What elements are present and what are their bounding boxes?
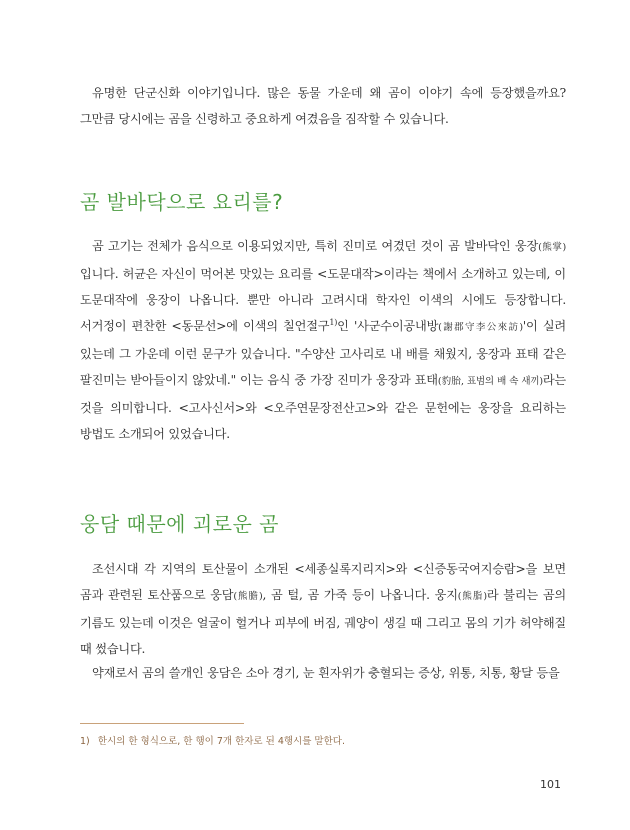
bear-paw-text-1: 곰 고기는 전체가 음식으로 이용되었지만, 특히 진미로 여겼던 것이 곰 발바닥인 웅장 xyxy=(92,239,539,253)
bear-paw-paragraph xyxy=(80,233,566,447)
section-heading-bear-paw: 곰 발바닥으로 요리를? xyxy=(80,190,284,214)
footnote-number: 1) xyxy=(80,736,90,747)
footnote-text: 한시의 한 형식으로, 한 행이 7개 한자로 된 4행시를 말한다. xyxy=(97,736,345,747)
bear-paw-text-5: 라는 것을 의미합니다. <고사신서>와 <오주연문장전산고>와 같은 문헌에는 웅장을 요리하는 방법도 소개되어 있었습니다. xyxy=(80,373,566,441)
bear-bile-paragraph-2 xyxy=(80,660,566,686)
intro-paragraph xyxy=(80,80,566,132)
bear-bile-text-1: 조선시대 각 지역의 토산물이 소개된 <세종실록지리지>와 <신증동국여지승람>을 보면 곰과 관련된 토산품으로 웅담 xyxy=(80,562,566,602)
bear-paw-text-2: 입니다. 허균은 자신이 먹어본 맛있는 요리를 <도문대작>이라는 책에서 소개하고 있는데, 이 도문대작에 웅장이 나옵니다. 뿐만 아니라 고려시대 학자인 이색의 시에도 등장합니다. 서거정이 편찬한 <동문선>에 이색의 칠언절구 xyxy=(80,267,566,333)
hanja-ungjang: (熊掌) xyxy=(538,242,566,253)
footnote xyxy=(80,733,345,747)
bear-paw-text-3: 인 '사군수이공내방 xyxy=(337,319,439,333)
section-heading-bear-bile: 웅담 때문에 괴로운 곰 xyxy=(80,512,279,536)
hanja-pyotae: (豹胎, 표범의 배 속 새끼) xyxy=(437,376,543,387)
page-number: 101 xyxy=(540,778,561,791)
hanja-ungdam: (熊膽) xyxy=(233,591,263,602)
bear-bile-text-3: 라 불리는 곰의 기름도 있는데 이것은 얼굴이 헐거나 피부에 버짐, 궤양이 생길 때 그리고 몸의 기가 허약해질 때 썼습니다. xyxy=(80,588,566,656)
footnote-marker[interactable]: 1) xyxy=(329,317,338,327)
bear-bile-paragraph-1 xyxy=(80,556,566,662)
hanja-ungji: (熊脂) xyxy=(457,591,487,602)
bear-bile-text-2: , 곰 털, 곰 가죽 등이 나옵니다. 웅지 xyxy=(262,588,458,602)
hanja-poem-title: (謝郡守李公來訪) xyxy=(438,322,523,333)
bear-paw-text-4: '이 실려 있는데 그 가운데 이런 문구가 있습니다. "수양산 고사리로 내 배를 채웠지, 웅장과 표태 같은 팔진미는 받아들이지 않았네." 이는 음식 중 가장 진미가 웅장과 표태 xyxy=(80,319,566,387)
intro-text: 유명한 단군신화 이야기입니다. 많은 동물 가운데 왜 곰이 이야기 속에 등장했을까요? 그만큼 당시에는 곰을 신령하고 중요하게 여겼음을 짐작할 수 있습니다. xyxy=(80,86,566,126)
footnote-divider xyxy=(80,723,244,724)
bear-bile-text-4: 약재로서 곰의 쓸개인 웅담은 소아 경기, 눈 흰자위가 충혈되는 증상, 위통, 치통, 황달 등을 xyxy=(92,666,560,680)
